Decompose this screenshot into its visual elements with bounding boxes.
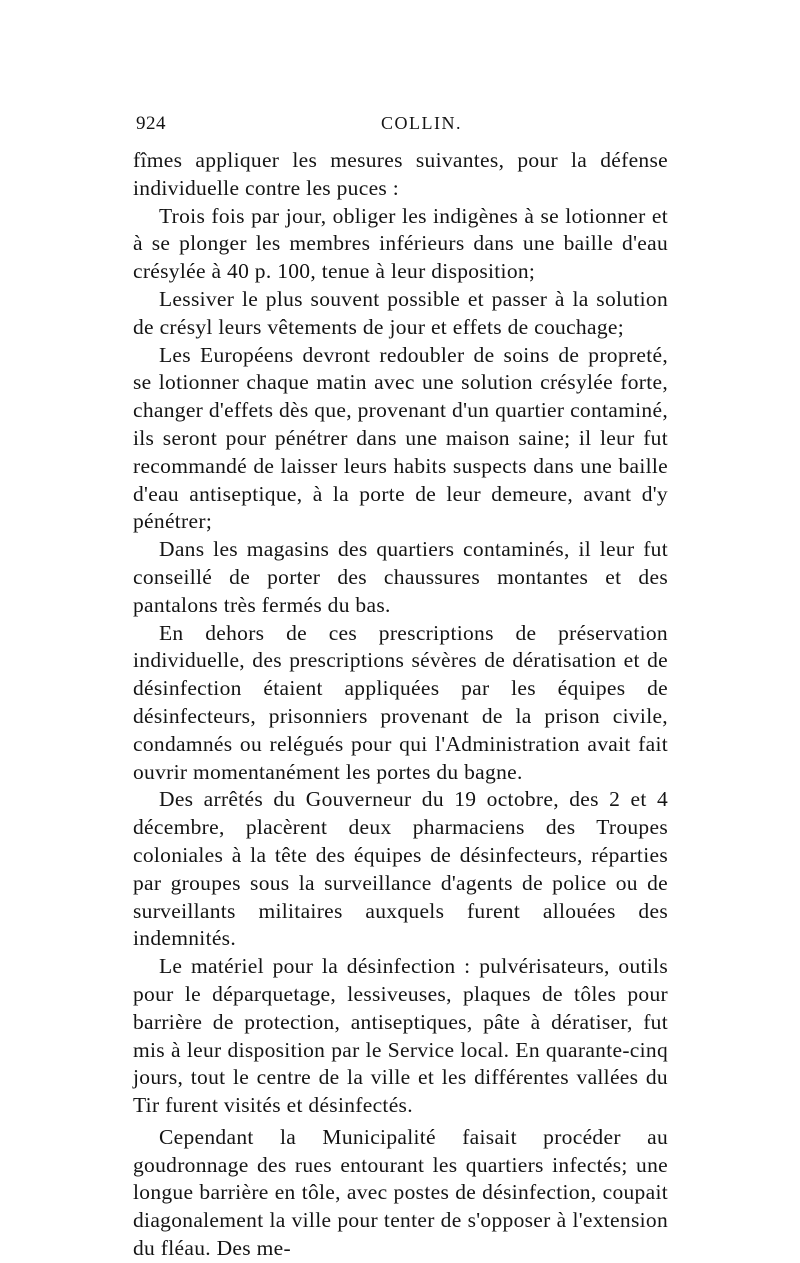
page-number: 924 (136, 113, 166, 134)
paragraph: Des arrêtés du Gouverneur du 19 octobre, des 2 et 4 décembre, placèrent deux pharmaciens des Troupes coloniales à la tête des équipes de désinfecteurs, réparties par groupes sous la surveillance d'agents de police ou de surveillants militaires auxquels furent allouées des indemnités. (133, 787, 668, 951)
body-text (133, 147, 668, 1263)
paragraph: Lessiver le plus souvent possible et passer à la solution de crésyl leurs vêtements de jour et effets de couchage; (133, 286, 668, 339)
paragraph: Le matériel pour la désinfection : pulvérisateurs, outils pour le déparquetage, lessiveuses, plaques de tôles pour barrière de protection, antiseptiques, pâte à dératiser, fut mis à leur disposition par le Service local. En quarante-cinq jours, tout le centre de la ville et les différentes vallées du Tir furent visités et désinfectés. (133, 954, 668, 1118)
paragraph: En dehors de ces prescriptions de préservation individuelle, des prescriptions sévères de dératisation et de désinfection étaient appliquées par les équipes de désinfecteurs, prisonniers provenant de la prison civile, condamnés ou relégués pour qui l'Administration avait fait ouvrir momentanément les portes du bagne. (133, 620, 668, 784)
paragraph: Cependant la Municipalité faisait procéder au goudronnage des rues entourant les quartiers infectés; une longue barrière en tôle, avec postes de désinfection, coupait diagonalement la ville pour tenter de s'opposer à l'extension du fléau. Des me- (133, 1124, 668, 1261)
paragraph: Trois fois par jour, obliger les indigènes à se lotionner et à se plonger les membres inférieurs dans une baille d'eau crésylée à 40 p. 100, tenue à leur disposition; (133, 203, 668, 284)
running-title-author: COLLIN. (381, 113, 462, 133)
paragraph-continuation: fîmes appliquer les mesures suivantes, pour la défense individuelle contre les puces : (133, 148, 668, 200)
paragraph: Les Européens devront redoubler de soins de propreté, se lotionner chaque matin avec une solution crésylée forte, changer d'effets dès que, provenant d'un quartier contaminé, ils seront pour pénétrer dans une maison saine; il leur fut recommandé de laisser leurs habits suspects dans une baille d'eau antiseptique, à la porte de leur demeure, avant d'y pénétrer; (133, 342, 668, 534)
running-head (136, 113, 666, 143)
paragraph: Dans les magasins des quartiers contaminés, il leur fut conseillé de porter des chaussures montantes et des pantalons très fermés du bas. (133, 537, 668, 617)
